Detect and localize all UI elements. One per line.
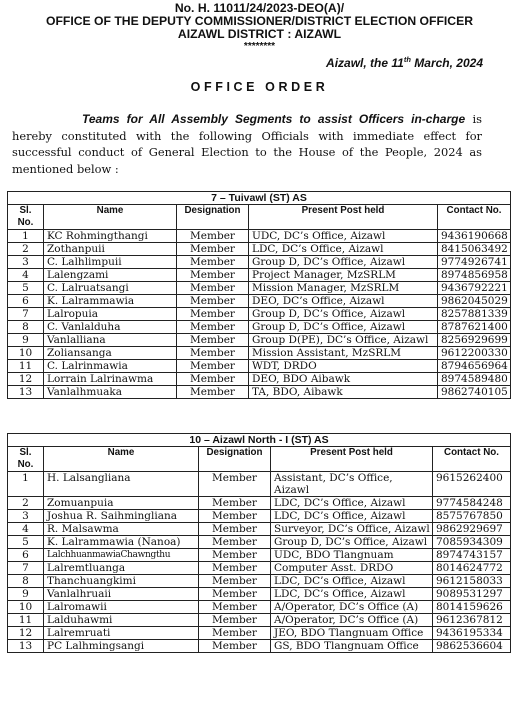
contact-cell: 8014159626: [433, 601, 511, 614]
name-cell: Zoliansanga: [44, 347, 177, 360]
contact-cell: 9862929697: [433, 523, 511, 536]
table-row: [8, 640, 511, 653]
contact-cell: 9615262400: [433, 472, 511, 497]
designation-cell: Member: [199, 510, 271, 523]
col-header-sl: Sl. No.: [8, 205, 44, 230]
sl-no-cell: 12: [8, 373, 44, 386]
col-header-contact: Contact No.: [438, 205, 511, 230]
sl-no-cell: 11: [8, 360, 44, 373]
table-row: [8, 536, 511, 549]
post-cell: DEO, BDO Aibawk: [249, 373, 438, 386]
sl-no-cell: 8: [8, 321, 44, 334]
name-cell: Lalengzami: [44, 269, 177, 282]
contact-cell: 8575767850: [433, 510, 511, 523]
designation-cell: Member: [199, 588, 271, 601]
designation-cell: Member: [177, 256, 249, 269]
name-cell: Zothanpuii: [44, 243, 177, 256]
table-row: [8, 347, 511, 360]
post-cell: TA, BDO, Aibawk: [249, 386, 438, 399]
table-row: [8, 510, 511, 523]
post-cell: LDC, DC’s Office, Aizawl: [271, 588, 433, 601]
table-row: [8, 588, 511, 601]
table-row: [8, 562, 511, 575]
sl-no-cell: 3: [8, 510, 44, 523]
post-cell: LDC, DC’s Office, Aizawl: [271, 497, 433, 510]
contact-cell: 9436190668: [438, 230, 511, 243]
name-cell: Joshua R. Saihmingliana: [44, 510, 199, 523]
designation-cell: Member: [177, 321, 249, 334]
post-cell: WDT, DRDO: [249, 360, 438, 373]
name-cell: R. Malsawma: [44, 523, 199, 536]
sl-no-cell: 6: [8, 295, 44, 308]
designation-cell: Member: [199, 523, 271, 536]
dateline: [326, 55, 483, 70]
sl-no-cell: 2: [8, 497, 44, 510]
designation-cell: Member: [199, 614, 271, 627]
post-cell: A/Operator, DC’s Office (A): [271, 614, 433, 627]
contact-cell: 9612367812: [433, 614, 511, 627]
sl-no-cell: 6: [8, 549, 44, 562]
sl-no-cell: 3: [8, 256, 44, 269]
sl-no-cell: 1: [8, 472, 44, 497]
name-cell: H. Lalsangliana: [44, 472, 199, 497]
contact-cell: 8257881339: [438, 308, 511, 321]
sl-no-cell: 4: [8, 523, 44, 536]
contact-cell: 9612200330: [438, 347, 511, 360]
col-header-post: Present Post held: [249, 205, 438, 230]
table-row: [8, 549, 511, 562]
designation-cell: Member: [199, 640, 271, 653]
table-row: [8, 601, 511, 614]
sl-no-cell: 9: [8, 334, 44, 347]
post-cell: JEO, BDO Tlangnuam Office: [271, 627, 433, 640]
office-name: OFFICE OF THE DEPUTY COMMISSIONER/DISTRICT ELECTION OFFICER: [45, 14, 474, 28]
designation-cell: Member: [199, 472, 271, 497]
sl-no-cell: 5: [8, 282, 44, 295]
name-cell: KC Rohmingthangi: [44, 230, 177, 243]
post-cell: LDC, DC’s Office, Aizawl: [249, 243, 438, 256]
col-header-designation: Designation: [177, 205, 249, 230]
table-row: [8, 256, 511, 269]
name-cell: Vanlalhruaii: [44, 588, 199, 601]
name-cell: Lalremruati: [44, 627, 199, 640]
post-cell: Group D, DC’s Office, Aizawl: [249, 308, 438, 321]
name-cell: C. Lalhlimpuii: [44, 256, 177, 269]
post-cell: Computer Asst. DRDO: [271, 562, 433, 575]
intro-paragraph: [12, 111, 482, 177]
contact-cell: 8794656964: [438, 360, 511, 373]
name-cell: C. Lalrinmawia: [44, 360, 177, 373]
contact-cell: 7085934309: [433, 536, 511, 549]
contact-cell: 8974743157: [433, 549, 511, 562]
contact-cell: 9436195334: [433, 627, 511, 640]
contact-cell: 9089531297: [433, 588, 511, 601]
name-cell: Thanchuangkimi: [44, 575, 199, 588]
intro-bold: Teams for All Assembly Segments to assist Officers in-charge: [82, 112, 466, 126]
contact-cell: 9612158033: [433, 575, 511, 588]
team-table-tuivawl: [7, 191, 511, 399]
sl-no-cell: 4: [8, 269, 44, 282]
order-title: OFFICE ORDER: [190, 80, 329, 94]
name-cell: Lalropuia: [44, 308, 177, 321]
post-cell: Mission Manager, MzSRLM: [249, 282, 438, 295]
dateline-ordinal: th: [403, 55, 411, 64]
post-cell: DEO, DC’s Office, Aizawl: [249, 295, 438, 308]
col-header-post: Present Post held: [271, 447, 433, 472]
designation-cell: Member: [177, 308, 249, 321]
contact-cell: 8787621400: [438, 321, 511, 334]
designation-cell: Member: [177, 373, 249, 386]
table-row: [8, 269, 511, 282]
table-row: [8, 627, 511, 640]
post-cell: Mission Assistant, MzSRLM: [249, 347, 438, 360]
table-row: [8, 321, 511, 334]
name-cell: K. Lalrammawia: [44, 295, 177, 308]
name-cell: Lalduhawmi: [44, 614, 199, 627]
table-row: [8, 614, 511, 627]
designation-cell: Member: [177, 386, 249, 399]
sl-no-cell: 10: [8, 347, 44, 360]
table-row: [8, 373, 511, 386]
sl-no-cell: 11: [8, 614, 44, 627]
dateline-place: Aizawl, the 11: [326, 56, 404, 70]
col-header-name: Name: [44, 447, 199, 472]
sl-no-cell: 2: [8, 243, 44, 256]
name-cell: Lalromawii: [44, 601, 199, 614]
contact-cell: 9862536604: [433, 640, 511, 653]
designation-cell: Member: [177, 295, 249, 308]
table-row: [8, 575, 511, 588]
designation-cell: Member: [177, 230, 249, 243]
sl-no-cell: 13: [8, 640, 44, 653]
sl-no-cell: 13: [8, 386, 44, 399]
contact-cell: 8014624772: [433, 562, 511, 575]
sl-no-cell: 7: [8, 562, 44, 575]
designation-cell: Member: [177, 282, 249, 295]
designation-cell: Member: [177, 347, 249, 360]
designation-cell: Member: [199, 601, 271, 614]
contact-cell: 9774584248: [433, 497, 511, 510]
col-header-sl: Sl. No.: [8, 447, 44, 472]
separator-stars: ********: [243, 41, 276, 52]
designation-cell: Member: [177, 360, 249, 373]
name-cell: C. Vanlalduha: [44, 321, 177, 334]
table-row: [8, 308, 511, 321]
post-cell: Group D(PE), DC’s Office, Aizawl: [249, 334, 438, 347]
table-body: [8, 230, 511, 399]
sl-no-cell: 5: [8, 536, 44, 549]
intro-line-4: mentioned below :: [12, 161, 119, 176]
col-header-name: Name: [44, 205, 177, 230]
designation-cell: Member: [177, 269, 249, 282]
table-row: [8, 523, 511, 536]
sl-no-cell: 10: [8, 601, 44, 614]
designation-cell: Member: [199, 497, 271, 510]
intro-line-2: hereby constituted with the following Officials with immediate effect for: [12, 128, 482, 143]
post-cell: Project Manager, MzSRLM: [249, 269, 438, 282]
table-row: [8, 295, 511, 308]
table-row: [8, 230, 511, 243]
name-cell: Vanlalhmuaka: [44, 386, 177, 399]
table-row: [8, 497, 511, 510]
designation-cell: Member: [199, 549, 271, 562]
district-name: AIZAWL DISTRICT : AIZAWL: [177, 27, 342, 41]
designation-cell: Member: [177, 243, 249, 256]
table-row: [8, 243, 511, 256]
post-cell: UDC, DC’s Office, Aizawl: [249, 230, 438, 243]
table-row: [8, 386, 511, 399]
name-cell: Zomuanpuia: [44, 497, 199, 510]
reference-number: No. H. 11011/24/2023-DEO(A)/: [174, 1, 345, 15]
intro-line-1: [12, 111, 482, 128]
name-cell: K. Lalrammawia (Nanoa): [44, 536, 199, 549]
designation-cell: Member: [199, 575, 271, 588]
designation-cell: Member: [199, 536, 271, 549]
contact-cell: 9862045029: [438, 295, 511, 308]
name-cell: LalchhuanmawiaChawngthu: [44, 549, 199, 562]
post-cell: Group D, DC’s Office, Aizawl: [271, 536, 433, 549]
contact-cell: 9436792221: [438, 282, 511, 295]
post-cell: LDC, DC’s Office, Aizawl: [271, 575, 433, 588]
post-cell: Assistant, DC’s Office, Aizawl: [271, 472, 433, 497]
col-header-designation: Designation: [199, 447, 271, 472]
contact-cell: 9774926741: [438, 256, 511, 269]
designation-cell: Member: [199, 562, 271, 575]
table-row: [8, 282, 511, 295]
post-cell: UDC, BDO Tlangnuam: [271, 549, 433, 562]
sl-no-cell: 9: [8, 588, 44, 601]
name-cell: Lorrain Lalrinawma: [44, 373, 177, 386]
post-cell: Group D, DC’s Office, Aizawl: [249, 321, 438, 334]
table-title: 7 – Tuivawl (ST) AS: [8, 192, 511, 205]
designation-cell: Member: [199, 627, 271, 640]
post-cell: Group D, DC’s Office, Aizawl: [249, 256, 438, 269]
table-body: [8, 472, 511, 653]
post-cell: Surveyor, DC’s Office, Aizawl: [271, 523, 433, 536]
contact-cell: 8415063492: [438, 243, 511, 256]
dateline-rest: March, 2024: [410, 56, 483, 70]
contact-cell: 9862740105: [438, 386, 511, 399]
col-header-contact: Contact No.: [433, 447, 511, 472]
team-table-aizawl-north-1: [7, 433, 511, 653]
contact-cell: 8256929699: [438, 334, 511, 347]
table-row: [8, 360, 511, 373]
intro-line-3: successful conduct of General Election to the House of the People, 2024 as: [12, 145, 482, 159]
sl-no-cell: 12: [8, 627, 44, 640]
name-cell: C. Lalruatsangi: [44, 282, 177, 295]
table-title: 10 – Aizawl North - I (ST) AS: [8, 434, 511, 447]
name-cell: PC Lalhmingsangi: [44, 640, 199, 653]
post-cell: A/Operator, DC’s Office (A): [271, 601, 433, 614]
post-cell: GS, BDO Tlangnuam Office: [271, 640, 433, 653]
designation-cell: Member: [177, 334, 249, 347]
contact-cell: 8974589480: [438, 373, 511, 386]
sl-no-cell: 8: [8, 575, 44, 588]
table-row: [8, 472, 511, 497]
table-row: [8, 334, 511, 347]
name-cell: Lalremtluanga: [44, 562, 199, 575]
sl-no-cell: 7: [8, 308, 44, 321]
contact-cell: 8974856958: [438, 269, 511, 282]
intro-line1-rest: is: [465, 112, 483, 126]
post-cell: LDC, DC’s Office, Aizawl: [271, 510, 433, 523]
sl-no-cell: 1: [8, 230, 44, 243]
name-cell: Vanlalliana: [44, 334, 177, 347]
